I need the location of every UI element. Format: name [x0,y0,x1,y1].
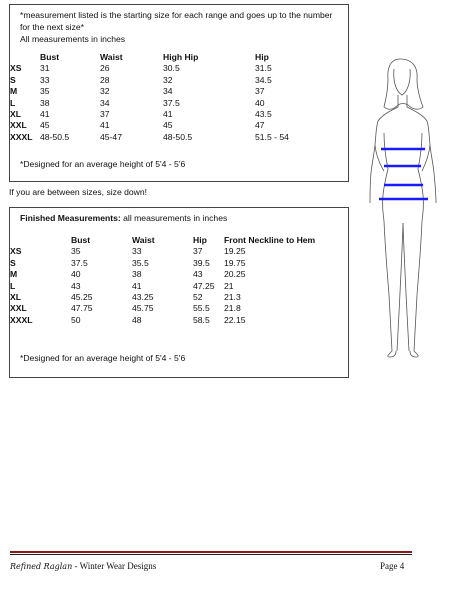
measurement-cell: 21 [224,280,234,291]
footer-accent-rule [10,551,412,553]
table-header-row [10,235,334,246]
range-note-line-1: *measurement listed is the starting size for each range and goes up to the number [20,10,333,20]
measurement-cell: 40 [255,97,265,108]
table-row [10,109,325,120]
units-note: All measurements in inches [20,34,126,44]
measurement-cell: 47.25 [193,280,215,291]
measurement-cell: 45 [163,120,173,131]
measurement-cell: 33 [40,74,50,85]
page-number: Page 4 [380,561,405,571]
measurement-cell: 43.25 [132,292,154,303]
header-waist: Waist [132,235,155,245]
measurement-cell: 50 [71,314,81,325]
measurement-cell: 45 [40,120,50,131]
figure-outline [370,59,436,357]
measurement-cell: 41 [100,120,110,131]
measurement-cell: 33 [132,246,142,257]
measurement-cell: 38 [40,97,50,108]
measurement-cell: 43 [193,269,203,280]
table-row [10,63,325,74]
measurement-cell: 48-50.5 [163,131,193,142]
height-footnote: *Designed for an average height of 5'4 - 5'6 [20,159,186,169]
brand-name: Refined Raglan [10,562,73,571]
finished-title [20,213,227,223]
measurement-cell: 34 [100,97,110,108]
size-label: M [10,86,18,97]
measurement-cell: 37 [100,109,110,120]
measurement-cell: 26 [100,63,110,74]
measurement-cell: 43.5 [255,109,272,120]
measurement-cell: 41 [163,109,173,120]
header-hip: Hip [193,235,207,245]
table-row [10,86,325,97]
header-size [10,52,40,63]
measurement-cell: 34 [163,86,173,97]
finished-height-footnote: *Designed for an average height of 5'4 - 5'6 [20,353,186,363]
measurement-cell: 35 [71,246,81,257]
size-label: M [10,269,18,280]
size-label: S [10,257,16,268]
measurement-cell: 55.5 [193,303,210,314]
size-label: XS [10,246,22,257]
measurement-cell: 39.5 [193,257,210,268]
body-figure-illustration [360,55,448,360]
size-label: XXXL [10,131,33,142]
table-row [10,315,334,326]
size-label: XL [10,109,21,120]
table-header-row [10,52,325,63]
finished-title-units: all measurements in inches [120,213,228,223]
measurement-cell: 37.5 [163,97,180,108]
footer-title [10,561,156,571]
size-label: L [10,280,16,291]
measurement-cell: 37.5 [71,257,88,268]
measurement-lines [379,149,428,199]
measurement-cell: 43 [71,280,81,291]
measurement-cell: 22.15 [224,314,246,325]
header-size [10,235,71,246]
header-hip: Hip [255,52,269,62]
measurement-cell: 48 [132,314,142,325]
size-label: XXL [10,303,27,314]
size-label: XXL [10,120,27,131]
measurement-cell: 37 [193,246,203,257]
measurement-cell: 21.8 [224,303,241,314]
size-label: XXXL [10,314,33,325]
measurement-cell: 37 [255,86,265,97]
table-row [10,120,325,131]
measurement-cell: 31.5 [255,63,272,74]
size-label: L [10,97,16,108]
table-row [10,132,325,143]
measurement-cell: 20.25 [224,269,246,280]
body-measurements-table [10,52,325,143]
size-label: XL [10,292,21,303]
measurement-cell: 34.5 [255,74,272,85]
measurement-cell: 45.25 [71,292,93,303]
measurement-cell: 58.5 [193,314,210,325]
measurement-cell: 21.3 [224,292,241,303]
table-row [10,258,334,269]
measurement-cell: 52 [193,292,203,303]
measurement-cell: 32 [163,74,173,85]
measurement-cell: 19.25 [224,246,246,257]
footer-tagline: - Winter Wear Designs [72,561,157,571]
table-row [10,75,325,86]
measurement-cell: 45-47 [100,131,122,142]
finished-measurements-table [10,235,334,326]
table-row [10,269,334,280]
table-row [10,303,334,314]
measurement-cell: 47.75 [71,303,93,314]
measurement-cell: 35 [40,86,50,97]
measurement-cell: 30.5 [163,63,180,74]
finished-title-label: Finished Measurements: [20,213,121,223]
range-note-line-2: for the next size* [20,22,85,32]
header-front-neckline-to-hem: Front Neckline to Hem [224,235,316,245]
header-high-hip: High Hip [163,52,199,62]
measurement-cell: 40 [71,269,81,280]
header-waist: Waist [100,52,123,62]
between-sizes-note: If you are between sizes, size down! [9,187,148,197]
table-row [10,281,334,292]
table-row [10,98,325,109]
measurement-cell: 45.75 [132,303,154,314]
measurement-cell: 32 [100,86,110,97]
measurement-cell: 48-50.5 [40,131,70,142]
measurement-cell: 31 [40,63,50,74]
measurement-cell: 19.75 [224,257,246,268]
measurement-cell: 35.5 [132,257,149,268]
header-bust: Bust [71,235,91,245]
header-bust: Bust [40,52,60,62]
size-label: XS [10,63,22,74]
measurement-cell: 51.5 - 54 [255,131,289,142]
table-row [10,292,334,303]
size-label: S [10,74,16,85]
measurement-cell: 28 [100,74,110,85]
measurement-cell: 47 [255,120,265,131]
measurement-cell: 38 [132,269,142,280]
table-row [10,246,334,257]
measurement-cell: 41 [40,109,50,120]
footer-rule [10,554,412,555]
measurement-cell: 41 [132,280,142,291]
